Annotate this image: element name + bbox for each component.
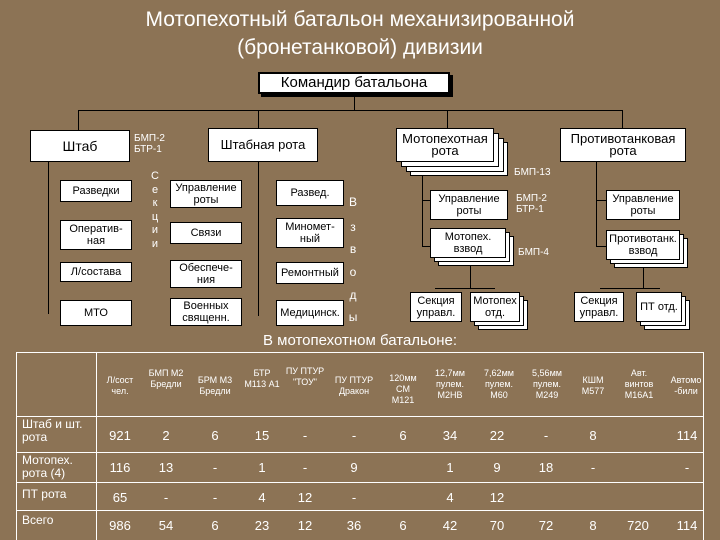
inf-mgmt-section-box	[410, 292, 462, 322]
at-branch-line	[596, 162, 597, 246]
hq-sub-ops	[60, 220, 132, 250]
table-cell: -	[302, 428, 308, 443]
hq-vehicles	[134, 133, 165, 155]
table-cell: 8	[589, 428, 597, 443]
inf-platoon-split	[435, 288, 495, 289]
table-line	[16, 416, 704, 417]
col-header: БРМ М3 Бредли	[197, 375, 233, 396]
table-cell: 2	[162, 428, 170, 443]
inf-mgmt-label: Управление роты	[438, 193, 500, 217]
hqco-plt-maint	[276, 262, 344, 284]
col-header: 7,62мм пулем. М60	[484, 368, 514, 400]
table-cell: 12	[489, 490, 505, 505]
hqco-platoons-letter: з	[350, 220, 356, 234]
table-cell: 114	[676, 428, 698, 443]
at-platoon-down	[643, 268, 644, 288]
hq-sub-intel	[60, 180, 132, 202]
commander-box	[258, 72, 450, 94]
connector-at-down	[622, 110, 623, 128]
table-cell: 6	[211, 518, 219, 533]
page-title	[0, 6, 720, 62]
at-company-box	[560, 128, 686, 162]
table-cell: -	[543, 428, 549, 443]
at-platoon-stack	[606, 230, 688, 268]
hqco-plt-recon	[276, 180, 344, 206]
col-header: Авт. винтов М16А1	[624, 368, 654, 400]
table-cell: 12	[297, 490, 313, 505]
table-line	[16, 452, 704, 453]
table-cell: -	[590, 460, 596, 475]
table-cell: 54	[158, 518, 174, 533]
inf-mgmt-vehicles-line-2: БТР-1	[516, 204, 544, 215]
at-platoon-split	[600, 288, 660, 289]
hqco-platoons-letter: д	[349, 288, 357, 302]
at-detachment-stack	[636, 292, 692, 330]
inf-mgmt-section-label: Секция управл.	[416, 295, 456, 319]
hq-vehicles-line-1: БМП-2	[134, 133, 165, 144]
hq-sub-logistics	[60, 300, 132, 326]
hq-sub-logistics-label: МТО	[84, 307, 108, 319]
hqco-sections-letter: и	[151, 237, 159, 250]
hqco-branch-line	[258, 162, 259, 316]
table-cell: 13	[158, 460, 174, 475]
table-line	[96, 352, 97, 540]
table-cell: 36	[346, 518, 362, 533]
table-cell: 6	[399, 428, 407, 443]
commander-label: Командир батальона	[280, 74, 428, 91]
col-header: 5,56мм пулем. М249	[532, 368, 562, 400]
hqco-sec-signal	[170, 222, 242, 244]
hqco-plt-medical	[276, 300, 344, 326]
hqco-sections-letter: и	[151, 224, 159, 236]
inf-platoon-vehicles: БМП-4	[518, 247, 549, 258]
inf-detachment-box	[470, 292, 520, 322]
hqco-platoons-letter: в	[349, 242, 357, 256]
row-header: Мотопех. рота (4)	[22, 453, 73, 480]
connector-inf-down	[447, 110, 448, 129]
table-cell: 8	[589, 518, 597, 533]
connector-commander-down	[354, 96, 355, 111]
table-cell: -	[302, 460, 308, 475]
table-cell: 921	[109, 428, 131, 443]
hqco-platoons-letter: ы	[348, 310, 358, 324]
hqco-sec-signal-label: Связи	[190, 227, 222, 239]
table-cell: 720	[627, 518, 649, 533]
hqco-sections-letter: ц	[151, 210, 159, 223]
table-line	[16, 482, 704, 483]
table-cell: -	[163, 490, 169, 505]
col-header: 120мм СМ М121	[389, 373, 417, 405]
inf-platoon-stack	[430, 228, 514, 266]
table-cell: 34	[442, 428, 458, 443]
hqco-sections-letter: С	[151, 170, 159, 182]
row-header: ПТ рота	[22, 487, 67, 501]
table-line	[16, 352, 704, 353]
table-cell: 18	[538, 460, 554, 475]
table-cell: 9	[350, 460, 358, 475]
hqco-plt-mortar-label: Миномет-ный	[285, 221, 335, 245]
table-cell: 986	[109, 518, 131, 533]
hq-sub-personnel	[60, 262, 132, 282]
at-platoon-label: Противотанк. взвод	[609, 233, 677, 257]
table-cell: 72	[538, 518, 554, 533]
hq-sub-ops-label: Оператив-ная	[69, 223, 123, 247]
hq-box	[30, 130, 130, 162]
table-cell: -	[212, 490, 218, 505]
row-header: Штаб и шт. рота	[22, 417, 83, 444]
table-line	[16, 510, 704, 511]
table-cell: 65	[112, 490, 128, 505]
hqco-sec-mgmt-label: Управление роты	[175, 182, 237, 206]
hqco-sec-chaplain-label: Военных священн.	[182, 300, 230, 324]
inf-platoon-down	[470, 266, 471, 288]
table-cell: 70	[489, 518, 505, 533]
hqco-sections-letter: к	[152, 197, 158, 209]
col-header: БТР М113 А1	[244, 368, 280, 389]
inf-company-box	[396, 128, 494, 162]
hq-branch-line	[48, 162, 49, 314]
table-cell: -	[351, 490, 357, 505]
inf-mgmt-vehicles	[516, 193, 547, 215]
at-mgmt-section-box	[574, 292, 624, 322]
col-header: ПУ ПТУР Дракон	[334, 375, 374, 396]
table-subtitle: В мотопехотном батальоне:	[262, 332, 457, 349]
hq-vehicles-line-2: БТР-1	[134, 144, 162, 155]
inf-detachment-label: Мотопех отд.	[473, 295, 517, 319]
at-platoon-box	[606, 230, 680, 260]
table-cell: -	[684, 460, 690, 475]
hqco-box	[208, 128, 318, 162]
hqco-plt-maint-label: Ремонтный	[281, 267, 339, 279]
hqco-sec-support-label: Обеспече-ния	[179, 262, 233, 286]
table-cell: 42	[442, 518, 458, 533]
inf-company-stack	[396, 128, 508, 176]
hqco-plt-medical-label: Медицинск.	[280, 307, 340, 319]
connector-hq-down	[78, 110, 79, 130]
table-cell: 4	[446, 490, 454, 505]
hqco-sections-letter: е	[151, 183, 159, 196]
table-cell: 23	[254, 518, 270, 533]
hqco-plt-recon-label: Развед.	[290, 187, 330, 199]
table-cell: 116	[109, 460, 131, 475]
hqco-sections-vertical	[150, 170, 162, 251]
row-header: Всего	[22, 513, 54, 527]
inf-mgmt-vehicles-line-1: БМП-2	[516, 193, 547, 204]
hqco-plt-mortar	[276, 218, 344, 248]
inf-company-vehicles: БМП-13	[514, 167, 551, 178]
table-cell: 6	[211, 428, 219, 443]
col-header: Л/сост чел.	[106, 375, 134, 396]
inf-company-label: Мотопехотная рота	[402, 131, 488, 158]
table-cell: 1	[258, 460, 266, 475]
table-cell: -	[212, 460, 218, 475]
title-line-2: (бронетанковой) дивизии	[237, 36, 483, 59]
col-header: КШМ М577	[581, 375, 605, 396]
hq-label: Штаб	[62, 138, 98, 154]
at-detachment-label: ПТ отд.	[640, 301, 678, 313]
col-header: ПУ ПТУР "ТОУ"	[285, 366, 325, 387]
col-header: Автомо -били	[670, 375, 702, 396]
table-cell: 15	[254, 428, 270, 443]
inf-platoon-label: Мотопех. взвод	[444, 231, 492, 255]
title-line-1: Мотопехотный батальон механизированной	[145, 8, 575, 31]
connector-hqco-down	[258, 110, 259, 129]
table-line	[16, 352, 17, 540]
hqco-sec-mgmt	[170, 180, 242, 208]
hqco-sec-support	[170, 260, 242, 288]
inf-branch-line	[422, 176, 423, 246]
at-detachment-box	[636, 292, 682, 322]
hq-sub-intel-label: Разведки	[72, 185, 120, 197]
col-header: БМП М2 Бредли	[148, 368, 184, 389]
at-mgmt-section-label: Секция управл.	[579, 295, 619, 319]
table-cell: 9	[493, 460, 501, 475]
inf-mgmt-box	[430, 190, 508, 220]
inf-detachment-stack	[470, 292, 530, 330]
table-cell: 1	[446, 460, 454, 475]
inf-platoon-box	[430, 228, 506, 258]
hqco-sec-chaplain	[170, 298, 242, 326]
hq-sub-personnel-label: Л/состава	[70, 266, 122, 278]
hqco-label: Штабная рота	[220, 137, 306, 152]
hqco-platoons-letter: В	[348, 195, 357, 209]
table-cell: 4	[258, 490, 266, 505]
at-company-label: Противотанковая рота	[570, 131, 676, 158]
table-cell: 12	[297, 518, 313, 533]
table-cell: 22	[489, 428, 505, 443]
table-cell: 6	[399, 518, 407, 533]
connector-main-horizontal	[78, 110, 622, 111]
table-cell: -	[351, 428, 357, 443]
at-mgmt-box	[606, 190, 680, 220]
hqco-platoons-letter: о	[349, 265, 357, 279]
col-header: 12,7мм пулем. М2НВ	[435, 368, 465, 400]
table-cell: 114	[676, 518, 698, 533]
at-mgmt-label: Управление роты	[612, 193, 674, 217]
